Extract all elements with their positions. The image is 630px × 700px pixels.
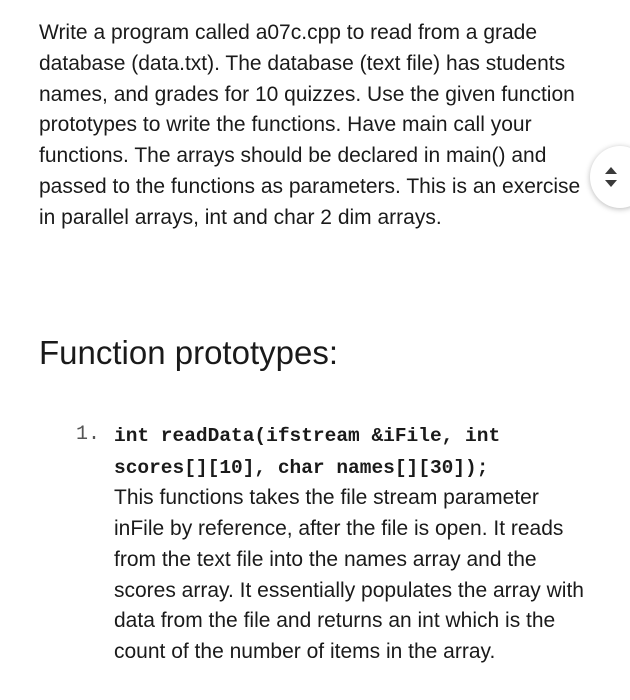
section-heading: Function prototypes: [39, 334, 338, 371]
scroll-handle[interactable] [590, 146, 630, 208]
list-item-number: 1. [76, 423, 101, 446]
function-signature: int readData(ifstream &iFile, int scores[][10], char names[][30]); [114, 425, 501, 479]
intro-paragraph: Write a program called a07c.cpp to read from a grade database (data.txt). The database (text file) has students names, and grades for 10 quizzes. Use the given function prototypes to write the functions. Have main call your functions. The arrays should be declared in main() and passed to the functions as parameters. This is an exercise in parallel arrays, int and char 2 dim arrays. [39, 21, 581, 229]
prototype-list [0, 420, 600, 668]
up-down-chevron-icon [604, 163, 618, 191]
list-item [0, 420, 584, 668]
function-description: This functions takes the file stream parameter inFile by reference, after the file is open. It reads from the text file into the names array and the scores array. It essentially populates the array with data from the file and returns an int which is the count of the number of items in the array. [114, 486, 584, 663]
